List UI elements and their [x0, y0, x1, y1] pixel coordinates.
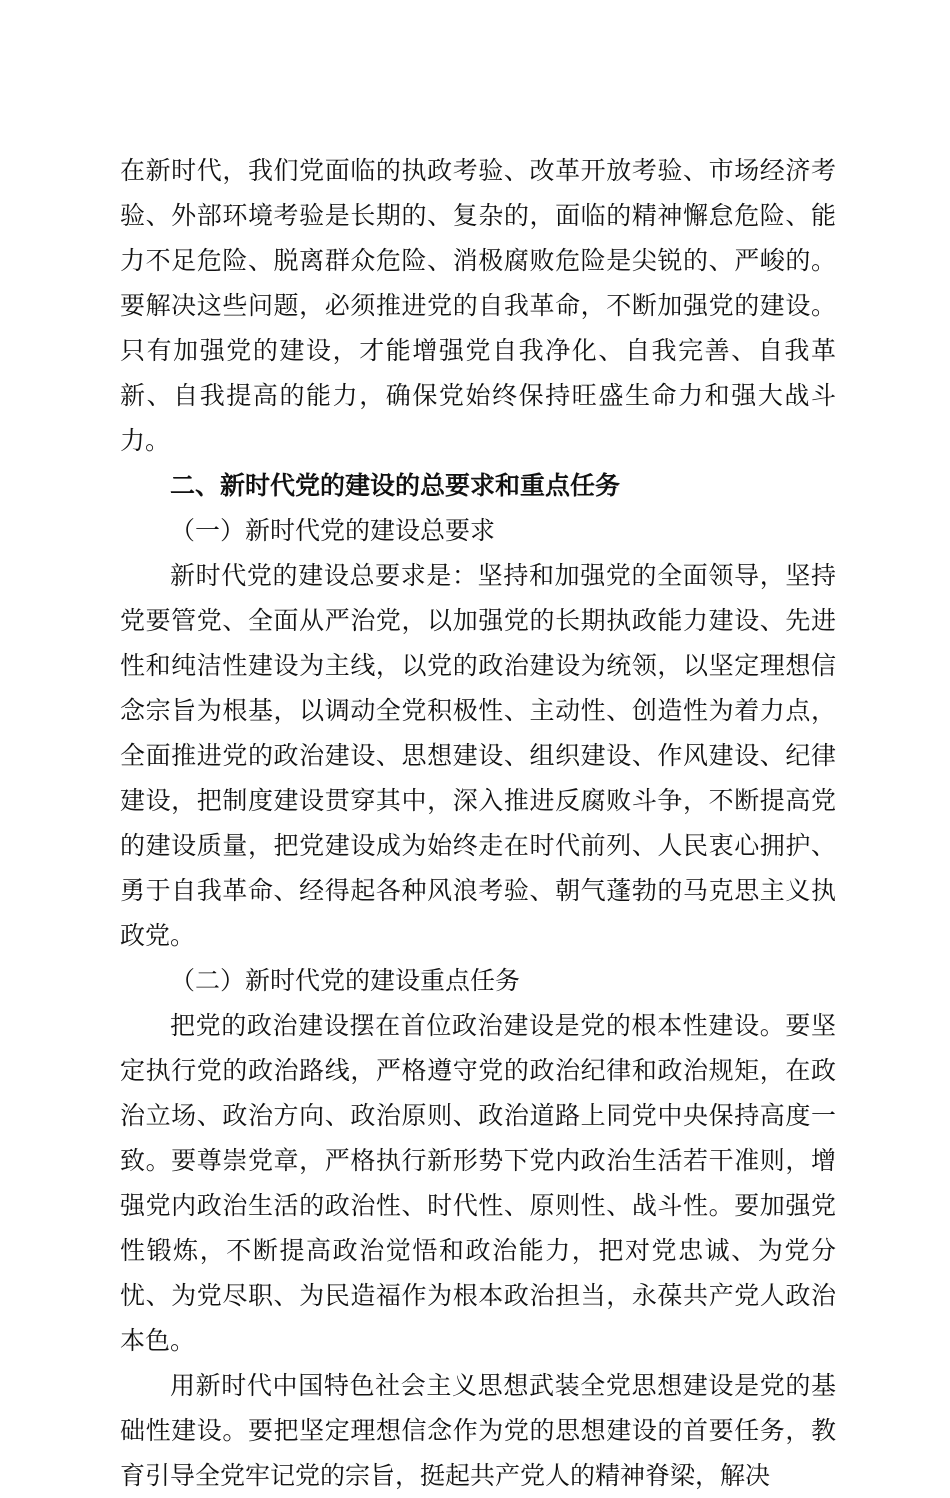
subsection-heading-2: （二）新时代党的建设重点任务: [170, 966, 521, 995]
paragraph-ideological-building: 用新时代中国特色社会主义思想武装全党思想建设是党的基础性建设。要把坚定理想信念作为党的思想建设的首要任务，教育引导全党牢记党的宗旨，挺起共产党人的精神脊梁，解决: [120, 1371, 836, 1490]
document-body: [120, 148, 836, 1498]
paragraph-general-requirements: 新时代党的建设总要求是：坚持和加强党的全面领导，坚持党要管党、全面从严治党，以加强党的长期执政能力建设、先进性和纯洁性建设为主线，以党的政治建设为统领，以坚定理想信念宗旨为根基，以调动全党积极性、主动性、创造性为着力点，全面推进党的政治建设、思想建设、组织建设、作风建设、纪律建设，把制度建设贯穿其中，深入推进反腐败斗争，不断提高党的建设质量，把党建设成为始终走在时代前列、人民衷心拥护、勇于自我革命、经得起各种风浪考验、朝气蓬勃的马克思主义执政党。: [120, 561, 836, 950]
paragraph-political-building: 把党的政治建设摆在首位政治建设是党的根本性建设。要坚定执行党的政治路线，严格遵守党的政治纪律和政治规矩，在政治立场、政治方向、政治原则、政治道路上同党中央保持高度一致。要尊崇党章，严格执行新形势下党内政治生活若干准则，增强党内政治生活的政治性、时代性、原则性、战斗性。要加强党性锻炼，不断提高政治觉悟和政治能力，把对党忠诚、为党分忧、为党尽职、为民造福作为根本政治担当，永葆共产党人政治本色。: [120, 1011, 836, 1355]
paragraph-continuation: 在新时代，我们党面临的执政考验、改革开放考验、市场经济考验、外部环境考验是长期的、复杂的，面临的精神懈怠危险、能力不足危险、脱离群众危险、消极腐败危险是尖锐的、严峻的。要解决这些问题，必须推进党的自我革命，不断加强党的建设。只有加强党的建设，才能增强党自我净化、自我完善、自我革新、自我提高的能力，确保党始终保持旺盛生命力和强大战斗力。: [120, 156, 836, 455]
subsection-heading-1: （一）新时代党的建设总要求: [170, 516, 496, 545]
section-heading-2: 二、新时代党的建设的总要求和重点任务: [170, 471, 621, 500]
